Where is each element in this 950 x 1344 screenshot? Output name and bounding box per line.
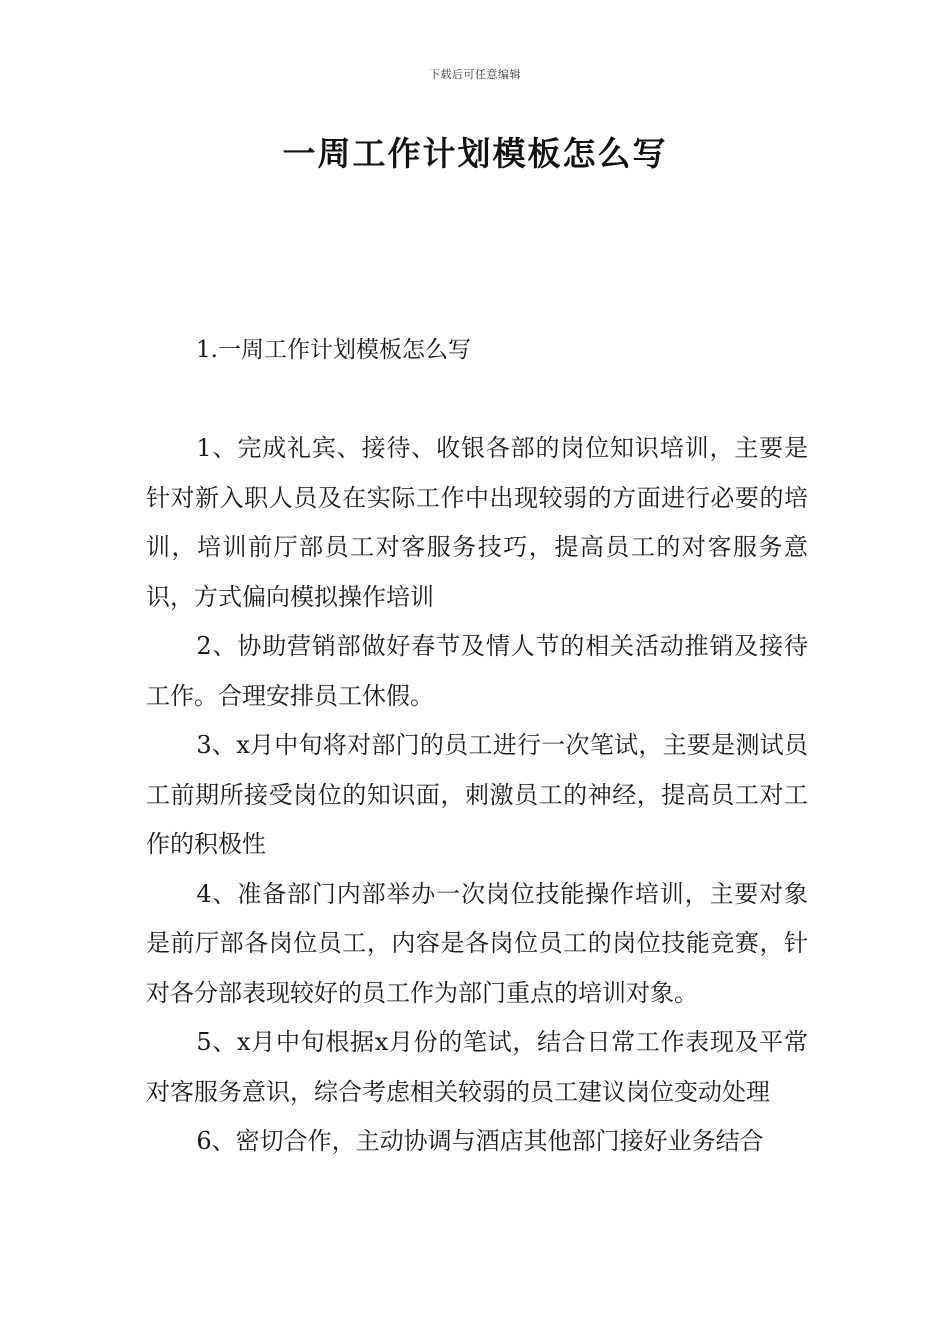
document-body bbox=[146, 424, 808, 1167]
paragraph-4: 4、准备部门内部举办一次岗位技能操作培训，主要对象是前厅部各岗位员工，内容是各岗位员工的岗位技能竞赛，针对各分部表现较好的员工作为部门重点的培训对象。 bbox=[146, 879, 808, 1007]
paragraph-2: 2、协助营销部做好春节及情人节的相关活动推销及接待工作。合理安排员工休假。 bbox=[146, 632, 808, 710]
header-note: 下载后可任意编辑 bbox=[429, 68, 521, 81]
paragraph-5: 5、x月中旬根据x月份的笔试，结合日常工作表现及平常对客服务意识，综合考虑相关较弱的员工建议岗位变动处理 bbox=[146, 1028, 808, 1106]
section-heading: 1.一周工作计划模板怎么写 bbox=[196, 337, 471, 363]
document-title: 一周工作计划模板怎么写 bbox=[282, 134, 668, 173]
paragraph-3: 3、x月中旬将对部门的员工进行一次笔试，主要是测试员工前期所接受岗位的知识面，刺激员工的神经，提高员工对工作的积极性 bbox=[146, 731, 808, 858]
paragraph-6: 6、密切合作，主动协调与酒店其他部门接好业务结合 bbox=[196, 1127, 764, 1155]
paragraph-1: 1、完成礼宾、接待、收银各部的岗位知识培训，主要是针对新入职人员及在实际工作中出现较弱的方面进行必要的培训，培训前厅部员工对客服务技巧，提高员工的对客服务意识，方式偏向模拟操作培训 bbox=[146, 434, 808, 611]
